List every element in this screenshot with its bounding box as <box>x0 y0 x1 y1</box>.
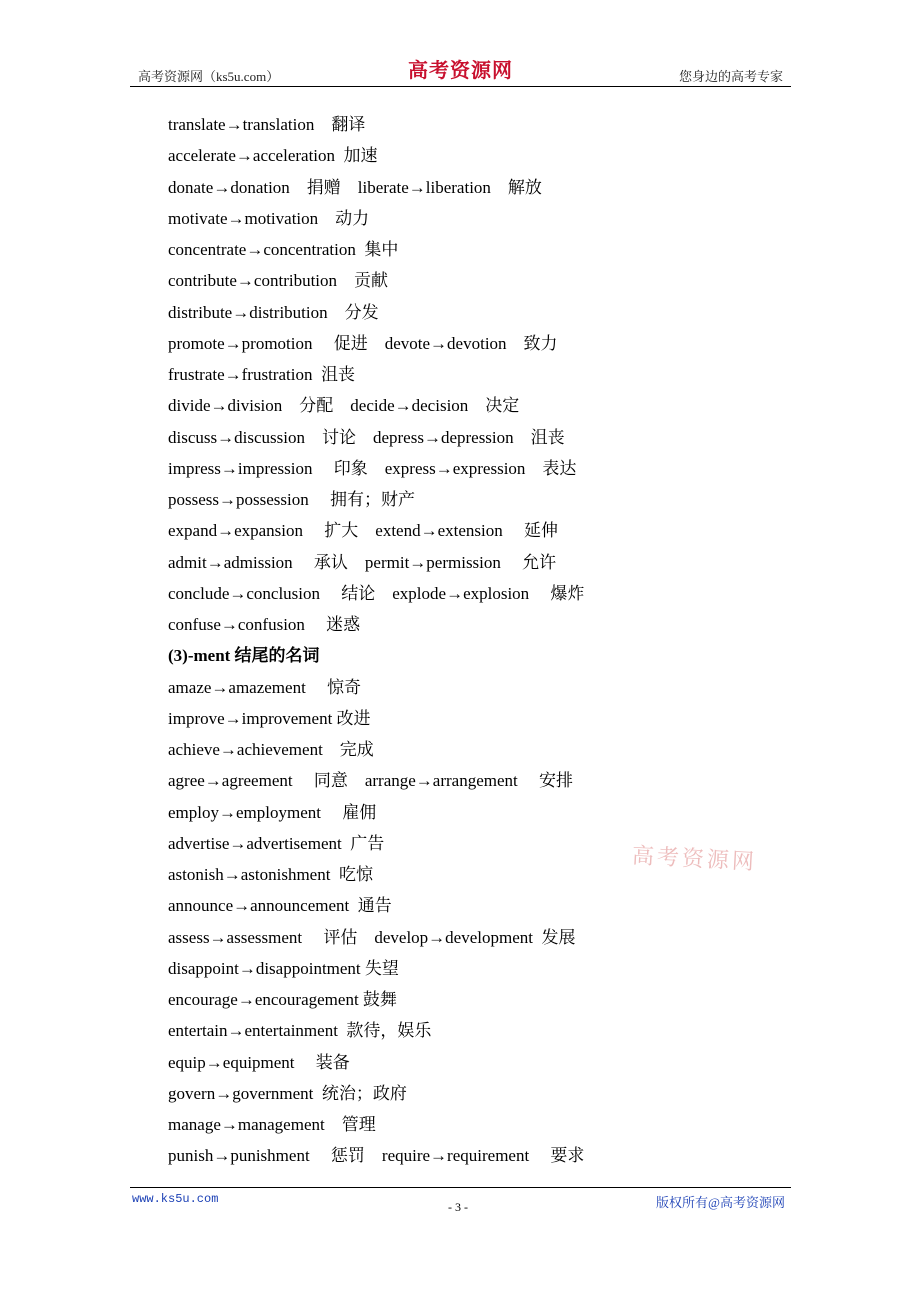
vocab-line: agree→agreement 同意 arrange→arrangement 安排 <box>168 771 573 791</box>
vocab-line: possess→possession 拥有；财产 <box>168 490 415 509</box>
footer-website-link[interactable]: www.ks5u.com <box>132 1192 219 1206</box>
vocab-line: divide→division 分配 decide→decision 决定 <box>168 396 520 416</box>
vocab-line: distribute→distribution 分发 <box>168 302 379 322</box>
vocab-line: improve→improvement 改进 <box>168 708 371 728</box>
vocab-line: contribute→contribution 贡献 <box>168 271 389 291</box>
vocab-line: advertise→advertisement 广告 <box>168 833 385 853</box>
vocab-line: equip→equipment 装备 <box>168 1052 350 1072</box>
vocab-line: achieve→achievement 完成 <box>168 740 374 759</box>
vocab-line: disappoint→disappointment 失望 <box>168 958 399 978</box>
vocab-line: confuse→confusion 迷惑 <box>168 615 361 634</box>
vocab-line: translate→translation 翻译 <box>168 115 366 134</box>
header-site-name: 高考资源网（ks5u.com） <box>138 69 280 84</box>
vocab-line: frustrate→frustration 沮丧 <box>168 365 355 384</box>
vocab-line: manage→management 管理 <box>168 1115 376 1134</box>
header-slogan: 您身边的高考专家 <box>678 69 783 84</box>
vocab-line: promote→promotion 促进 devote→devotion 致力 <box>168 333 558 353</box>
vocab-line: concentrate→concentration 集中 <box>168 240 399 259</box>
page-number: - 3 - <box>448 1200 468 1214</box>
vocab-line: amaze→amazement 惊奇 <box>168 677 362 697</box>
section-heading: (3)-ment 结尾的名词 <box>168 646 320 666</box>
vocab-line: employ→employment 雇佣 <box>168 802 377 822</box>
vocab-line: impress→impression 印象 express→expression 表达 <box>168 458 577 478</box>
page-footer <box>130 1187 791 1228</box>
vocab-line: assess→assessment 评估 develop→development 发展 <box>168 927 576 947</box>
footer-copyright: 版权所有@高考资源网 <box>656 1195 785 1210</box>
vocab-line: admit→admission 承认 permit→permission 允许 <box>168 552 557 572</box>
vocab-line: conclude→conclusion 结论 explode→explosion 爆炸 <box>168 583 585 603</box>
vocab-line: entertain→entertainment 款待，娱乐 <box>168 1021 432 1041</box>
vocab-line: announce→announcement 通告 <box>168 896 392 916</box>
vocab-line: expand→expansion 扩大 extend→extension 延伸 <box>168 521 558 541</box>
vocab-line: accelerate→acceleration 加速 <box>168 146 378 166</box>
vocab-line: discuss→discussion 讨论 depress→depression 沮丧 <box>168 427 565 447</box>
vocab-line: punish→punishment 惩罚 require→requirement 要求 <box>168 1146 585 1166</box>
page-header <box>130 52 791 87</box>
vocab-line: govern→government 统治；政府 <box>168 1083 407 1103</box>
vocabulary-list <box>168 109 768 1172</box>
watermark: 高考资源网 <box>631 842 758 875</box>
header-logo: 高考资源网 <box>408 60 513 82</box>
vocab-line: motivate→motivation 动力 <box>168 208 370 228</box>
vocab-line: astonish→astonishment 吃惊 <box>168 865 373 884</box>
vocab-line: encourage→encouragement 鼓舞 <box>168 990 397 1009</box>
vocab-line: donate→donation 捐赠 liberate→liberation 解放 <box>168 177 542 197</box>
